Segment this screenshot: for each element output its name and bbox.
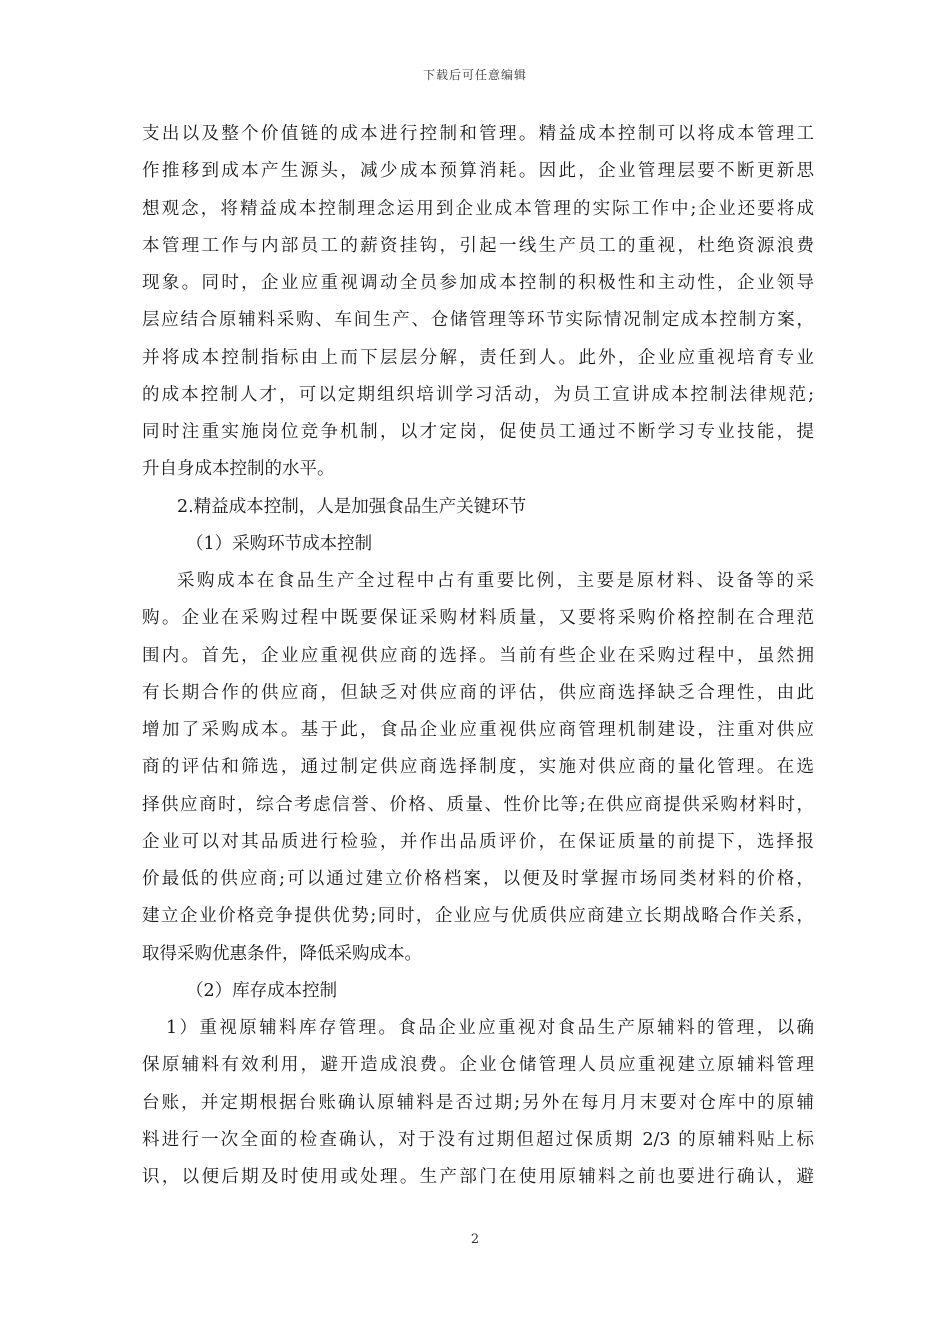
page-header: 下载后可任意编辑 [422, 68, 527, 82]
text-line: 同时注重实施岗位竞争机制，以才定岗，促使员工通过不断学习专业技能，提 [142, 422, 814, 442]
text-line: 择供应商时，综合考虑信誉、价格、质量、性价比等;在供应商提供采购材料时， [142, 794, 814, 815]
text-line: （2）库存成本控制 [186, 980, 338, 1001]
text-line: 保原辅料有效利用，避开造成浪费。企业仓储管理人员应重视建立原辅料管理 [142, 1055, 814, 1076]
text-line: 的成本控制人才，可以定期组织培训学习活动，为员工宣讲成本控制法律规范; [142, 384, 814, 405]
text-line: 识，以便后期及时使用或处理。生产部门在使用原辅料之前也要进行确认，避 [142, 1167, 814, 1187]
text-line: 作推移到成本产生源头，减少成本预算消耗。因此，企业管理层要不断更新思 [142, 161, 814, 182]
page-number: 2 [470, 1232, 480, 1247]
text-line: 1）重视原辅料库存管理。食品企业应重视对食品生产原辅料的管理，以确 [166, 1018, 814, 1038]
text-line: 台账，并定期根据台账确认原辅料是否过期;另外在每月月末要对仓库中的原辅 [142, 1092, 814, 1113]
text-line: 价最低的供应商;可以通过建立价格档案，以便及时掌握市场同类材料的价格， [142, 869, 814, 889]
text-line: 想观念，将精益成本控制理念运用到企业成本管理的实际工作中;企业还要将成 [142, 198, 814, 219]
text-line: 层应结合原辅料采购、车间生产、仓储管理等环节实际情况制定成本控制方案， [142, 310, 814, 331]
text-line: 取得采购优惠条件，降低采购成本。 [142, 943, 422, 964]
document-body [142, 116, 814, 1196]
text-line: 围内。首先，企业应重视供应商的选择。当前有些企业在采购过程中，虽然拥 [142, 645, 814, 666]
text-line: 现象。同时，企业应重视调动全员参加成本控制的积极性和主动性，企业领导 [142, 273, 814, 293]
text-line: 采购成本在食品生产全过程中占有重要比例，主要是原材料、设备等的采 [177, 571, 814, 591]
text-line: 建立企业价格竞争提供优势;同时，企业应与优质供应商建立长期战略合作关系， [142, 906, 814, 927]
text-line: 支出以及整个价值链的成本进行控制和管理。精益成本控制可以将成本管理工 [142, 124, 814, 144]
text-line: 增加了采购成本。基于此，食品企业应重视供应商管理机制建设，注重对供应 [142, 720, 814, 740]
text-line: （1）采购环节成本控制 [186, 533, 373, 554]
text-line: 2.精益成本控制，人是加强食品生产关键环节 [177, 496, 527, 517]
text-line: 升自身成本控制的水平。 [142, 459, 335, 480]
text-line: 料进行一次全面的检查确认，对于没有过期但超过保质期 2/3 的原辅料贴上标 [142, 1129, 814, 1150]
text-line: 本管理工作与内部员工的薪资挂钩，引起一线生产员工的重视，杜绝资源浪费 [142, 235, 814, 256]
text-line: 企业可以对其品质进行检验，并作出品质评价，在保证质量的前提下，选择报 [142, 831, 814, 852]
text-line: 并将成本控制指标由上而下层层分解，责任到人。此外，企业应重视培育专业 [142, 347, 814, 368]
text-line: 有长期合作的供应商，但缺乏对供应商的评估，供应商选择缺乏合理性，由此 [142, 682, 814, 703]
text-line: 购。企业在采购过程中既要保证采购材料质量，又要将采购价格控制在合理范 [142, 608, 814, 629]
text-line: 商的评估和筛选，通过制定供应商选择制度，实施对供应商的量化管理。在选 [142, 757, 814, 778]
